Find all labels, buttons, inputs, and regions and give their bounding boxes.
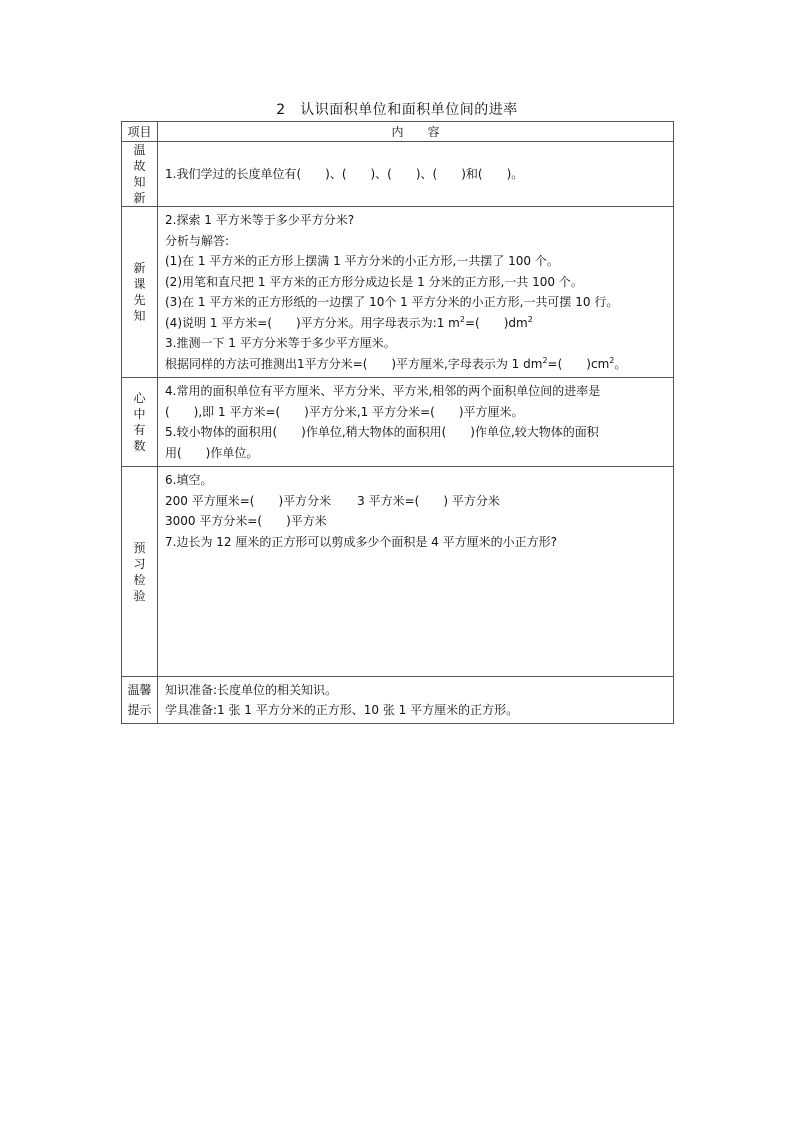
header-item: 项目 bbox=[122, 122, 158, 142]
tip-knowledge: 知识准备:长度单位的相关知识。 bbox=[165, 683, 338, 697]
question-3: 3.推测一下 1 平方分米等于多少平方厘米。 bbox=[165, 336, 396, 350]
content-new-lesson bbox=[158, 207, 674, 378]
step-2: (2)用笔和直尺把 1 平方米的正方形分成边长是 1 分米的正方形,一共 100 个。 bbox=[165, 274, 583, 289]
row-review bbox=[122, 142, 674, 207]
tip-tools: 学具准备:1 张 1 平方分米的正方形、10 张 1 平方厘米的正方形。 bbox=[165, 703, 519, 717]
content-review bbox=[158, 142, 674, 207]
content-key-points bbox=[158, 378, 674, 467]
question-5-line-1: 5.较小物体的面积用( )作单位,稍大物体的面积用( )作单位,较大物体的面积 bbox=[165, 425, 599, 439]
analysis-heading: 分析与解答: bbox=[165, 233, 230, 248]
table-header-row bbox=[122, 122, 674, 142]
header-content: 内 容 bbox=[158, 122, 674, 142]
question-6: 6.填空。 bbox=[165, 473, 213, 487]
step-4: (4)说明 1 平方米=( )平方分米。用字母表示为:1 $m^2=$( )$dm^2$ bbox=[165, 314, 533, 330]
inference-line: 根据同样的方法可推测出1平方分米=( )平方厘米,字母表示为 1 $dm^2=$( )$cm^2$。 bbox=[165, 355, 627, 371]
content-preview-check bbox=[158, 467, 674, 677]
row-new-lesson bbox=[122, 207, 674, 378]
label-preview-check: 预 习 检 验 bbox=[122, 467, 158, 677]
question-2: 2.探索 1 平方米等于多少平方分米? bbox=[165, 213, 355, 227]
fill-blank-row-2: 3000 平方分米=( )平方米 bbox=[165, 514, 327, 528]
content-tips bbox=[158, 677, 674, 724]
step-1: (1)在 1 平方米的正方形上摆满 1 平方分米的小正方形,一共摆了 100 个。 bbox=[165, 254, 559, 268]
row-key-points bbox=[122, 378, 674, 467]
question-7: 7.边长为 12 厘米的正方形可以剪成多少个面积是 4 平方厘米的小正方形? bbox=[165, 534, 557, 549]
fill-blank-row-1: 200 平方厘米=( )平方分米 3 平方米=( ) 平方分米 bbox=[165, 493, 500, 508]
label-tips: 温馨 提示 bbox=[122, 677, 158, 724]
row-preview-check bbox=[122, 467, 674, 677]
question-1: 1.我们学过的长度单位有( )、( )、( )、( )和( )。 bbox=[165, 166, 524, 181]
lesson-plan-table bbox=[121, 121, 674, 724]
row-tips bbox=[122, 677, 674, 724]
question-5-line-2: 用( )作单位。 bbox=[165, 445, 259, 460]
question-4-line-2: ( ),即 1 平方米=( )平方分米,1 平方分米=( )平方厘米。 bbox=[165, 404, 524, 419]
step-3: (3)在 1 平方米的正方形纸的一边摆了 10个 1 平方分米的小正方形,一共可摆 10 行。 bbox=[165, 295, 619, 309]
page-title: 2 认识面积单位和面积单位间的进率 bbox=[276, 102, 518, 118]
label-review: 温 故 知 新 bbox=[122, 142, 158, 207]
label-key-points: 心 中 有 数 bbox=[122, 378, 158, 467]
label-new-lesson: 新 课 先 知 bbox=[122, 207, 158, 378]
question-4-line-1: 4.常用的面积单位有平方厘米、平方分米、平方米,相邻的两个面积单位间的进率是 bbox=[165, 384, 601, 398]
